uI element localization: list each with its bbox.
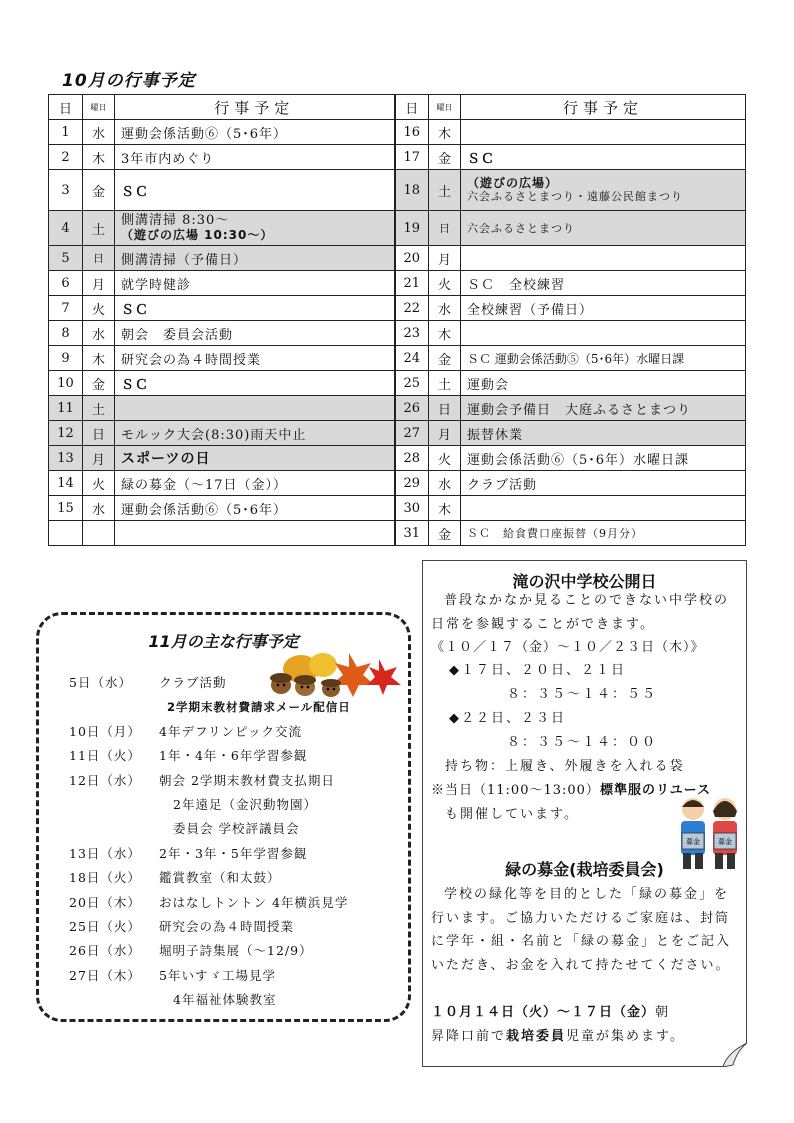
event-cell: ＳＣ 運動会係活動⑤（5･6年）水曜日課 [461, 346, 746, 371]
day-cell: 22 [395, 296, 429, 321]
badge-label: 募金 [686, 838, 700, 846]
collect-text: 児童が集めます。 [566, 1029, 685, 1044]
day-cell: 12 [49, 421, 83, 446]
day-cell: 15 [49, 496, 83, 521]
event-cell [461, 246, 746, 271]
calendar-row [49, 446, 746, 471]
header-day: 日 [49, 95, 83, 120]
event-cell: 振替休業 [461, 421, 746, 446]
event-cell: 運動会係活動⑥（5･6年） [115, 496, 395, 521]
list-item [69, 939, 409, 963]
header-day: 日 [395, 95, 429, 120]
event-text: 研究会の為４時間授業 [159, 918, 295, 934]
calendar-row [49, 145, 746, 170]
weekday-cell: 月 [429, 246, 461, 271]
open-school-days-2: ◆２２日、２３日 [449, 711, 566, 726]
event-cell: 就学時健診 [115, 271, 395, 296]
event-cell: ＳＣ [461, 145, 746, 170]
day-cell: 24 [395, 346, 429, 371]
day-cell: 13 [49, 446, 83, 471]
event-cell [115, 211, 395, 246]
event-text: 委員会 学校評議員会 [173, 821, 300, 837]
event-cell: ＳＣ [115, 371, 395, 396]
event-line: （遊びの広場） [467, 176, 559, 190]
day-cell: 29 [395, 471, 429, 496]
day-cell: 2 [49, 145, 83, 170]
event-text: クラブ活動 [159, 675, 227, 690]
event-date: 18日（火） [69, 870, 141, 886]
day-cell: 31 [395, 521, 429, 546]
dates-bold: １０月１４日（火）～１７日（金） [431, 1005, 656, 1020]
open-school-days-1: ◆１７日、２０日、２１日 [449, 663, 626, 678]
calendar-row [49, 421, 746, 446]
collect-text: 昇降口前で [431, 1029, 507, 1044]
weekday-cell: 木 [429, 120, 461, 145]
event-text: おはなしトントン 4年横浜見学 [159, 894, 349, 910]
event-cell: 側溝清掃（予備日） [115, 246, 395, 271]
day-cell: 27 [395, 421, 429, 446]
open-school-intro: 普段なかなか見ることのできない中学校の日常を参観することができます。 [431, 593, 730, 632]
day-cell: 14 [49, 471, 83, 496]
event-text: 5年いすゞ工場見学 [159, 967, 276, 983]
event-text: 1年・4年・6年学習参観 [159, 748, 308, 764]
calendar-row [49, 346, 746, 371]
event-cell: 運動会係活動⑥（5･6年）水曜日課 [461, 446, 746, 471]
day-cell: 28 [395, 446, 429, 471]
event-date: 10日（月） [69, 723, 141, 739]
header-weekday: 曜日 [429, 95, 461, 120]
weekday-cell: 木 [429, 496, 461, 521]
event-cell [115, 396, 395, 421]
weekday-cell: 土 [83, 211, 115, 246]
page-curl-icon [723, 1043, 747, 1067]
event-line: （遊びの広場 10:30～） [121, 228, 274, 242]
calendar-row [49, 471, 746, 496]
event-cell [115, 521, 395, 546]
open-school-title: 滝の沢中学校公開日 [512, 572, 657, 591]
calendar-row [49, 396, 746, 421]
event-cell: 全校練習（予備日） [461, 296, 746, 321]
green-fund-title: 緑の募金(栽培委員会) [505, 860, 664, 879]
weekday-cell: 水 [83, 321, 115, 346]
weekday-cell: 日 [429, 211, 461, 246]
event-cell [461, 496, 746, 521]
event-cell: ＳＣ 給食費口座振替（9月分） [461, 521, 746, 546]
weekday-cell: 火 [83, 296, 115, 321]
october-calendar [48, 94, 746, 546]
weekday-cell: 水 [429, 471, 461, 496]
event-text: 4年デフリンピック交流 [159, 723, 302, 739]
event-cell: スポーツの日 [115, 446, 395, 471]
list-item [69, 720, 409, 744]
calendar-row [49, 321, 746, 346]
calendar-row [49, 211, 746, 246]
notice-box [422, 560, 747, 1067]
day-cell: 1 [49, 120, 83, 145]
day-cell: 8 [49, 321, 83, 346]
list-item [69, 891, 409, 915]
badge-label: 募金 [718, 838, 732, 846]
event-date: 26日（水） [69, 943, 141, 959]
event-date: 27日（木） [69, 967, 141, 983]
calendar-header-row [49, 95, 746, 120]
event-cell: クラブ活動 [461, 471, 746, 496]
weekday-cell: 月 [83, 271, 115, 296]
weekday-cell: 土 [429, 170, 461, 211]
weekday-cell: 月 [429, 421, 461, 446]
event-cell: 緑の募金（～17日（金）） [115, 471, 395, 496]
event-cell: ＳＣ [115, 170, 395, 211]
event-cell: 3年市内めぐり [115, 145, 395, 170]
day-cell: 9 [49, 346, 83, 371]
note-bold: 標準服のリユース [599, 783, 712, 798]
event-date: 25日（火） [69, 918, 141, 934]
event-cell: 六会ふるさとまつり [461, 211, 746, 246]
day-cell: 23 [395, 321, 429, 346]
event-cell: モルック大会(8:30)雨天中止 [115, 421, 395, 446]
day-cell: 7 [49, 296, 83, 321]
calendar-row [49, 496, 746, 521]
list-item [69, 817, 409, 841]
weekday-cell: 火 [83, 471, 115, 496]
list-item [69, 866, 409, 890]
november-box [36, 612, 411, 1022]
day-cell: 16 [395, 120, 429, 145]
day-cell: 10 [49, 371, 83, 396]
collect-bold: 栽培委員 [506, 1029, 567, 1044]
november-event-list [69, 671, 409, 1012]
calendar-row [49, 170, 746, 211]
weekday-cell: 日 [83, 421, 115, 446]
event-cell: ＳＣ 全校練習 [461, 271, 746, 296]
weekday-cell: 金 [83, 371, 115, 396]
calendar-row [49, 120, 746, 145]
november-title: 11月の主な行事予定 [148, 632, 299, 651]
event-date: 13日（水） [69, 845, 141, 861]
event-text: 鑑賞教室（和太鼓） [159, 870, 281, 886]
weekday-cell: 金 [429, 521, 461, 546]
weekday-cell: 木 [83, 145, 115, 170]
calendar-row [49, 271, 746, 296]
open-school-period: 《１０／１７（金）～１０／２３日（木）》 [431, 640, 705, 655]
event-cell: 朝会 委員会活動 [115, 321, 395, 346]
day-cell: 11 [49, 396, 83, 421]
list-item [69, 671, 409, 695]
event-date: 11日（火） [69, 748, 141, 764]
open-school-note-cont: も開催しています。 [445, 807, 579, 822]
day-cell: 3 [49, 170, 83, 211]
day-cell: 18 [395, 170, 429, 211]
event-line: 六会ふるさとまつり・遠藤公民館まつり [467, 190, 683, 203]
weekday-cell: 土 [429, 371, 461, 396]
event-cell: ＳＣ [115, 296, 395, 321]
list-item [69, 744, 409, 768]
weekday-cell: 金 [429, 145, 461, 170]
event-date: 12日（水） [69, 772, 141, 788]
open-school-time-1: ８：３５～１４：５５ [507, 687, 658, 702]
weekday-cell: 日 [429, 396, 461, 421]
event-text: 堀明子詩集展（～12/9） [159, 943, 313, 959]
event-date: 20日（木） [69, 894, 141, 910]
green-fund-dates [431, 1001, 741, 1025]
calendar-row [49, 246, 746, 271]
event-cell: 運動会係活動⑥（5･6年） [115, 120, 395, 145]
list-item [69, 915, 409, 939]
day-cell: 21 [395, 271, 429, 296]
weekday-cell: 木 [83, 346, 115, 371]
event-text: 2年・3年・5年学習参観 [159, 845, 308, 861]
event-cell [461, 120, 746, 145]
green-fund-collect [431, 1025, 741, 1049]
day-cell: 26 [395, 396, 429, 421]
weekday-cell: 金 [83, 170, 115, 211]
header-event: 行事予定 [461, 95, 746, 120]
list-item [69, 695, 409, 719]
day-cell: 20 [395, 246, 429, 271]
day-cell: 25 [395, 371, 429, 396]
weekday-cell [83, 521, 115, 546]
weekday-cell: 土 [83, 396, 115, 421]
open-school-bring: 持ち物：上履き、外履きを入れる袋 [445, 759, 685, 774]
day-cell: 5 [49, 246, 83, 271]
calendar-row [49, 521, 746, 546]
day-cell [49, 521, 83, 546]
day-cell: 30 [395, 496, 429, 521]
october-title: 10月の行事予定 [62, 71, 196, 91]
weekday-cell: 金 [429, 346, 461, 371]
day-cell: 4 [49, 211, 83, 246]
note-text: ※当日（11:00～13:00） [431, 783, 600, 798]
green-fund-body: 学校の緑化等を目的とした「緑の募金」を行います。ご協力いただけるご家庭は、封筒に学年・組・名前と「緑の募金」とをご記入いただき、お金を入れて持たせてください。 [431, 887, 732, 973]
weekday-cell: 火 [429, 271, 461, 296]
event-text: 朝会 2学期末教材費支払期日 [159, 772, 335, 788]
list-item [69, 769, 409, 793]
open-school-time-2: ８：３５～１４：００ [507, 735, 658, 750]
weekday-cell: 木 [429, 321, 461, 346]
calendar-row [49, 371, 746, 396]
list-item [69, 988, 409, 1012]
list-item [69, 842, 409, 866]
event-line: 側溝清掃 8:30～ [121, 213, 230, 228]
event-date: 5日（水） [69, 675, 132, 690]
event-cell [461, 170, 746, 211]
event-cell: 研究会の為４時間授業 [115, 346, 395, 371]
event-text: 2年遠足（金沢動物園） [173, 796, 317, 812]
weekday-cell: 水 [83, 120, 115, 145]
event-text: 4年福祉体験教室 [173, 992, 277, 1008]
event-cell: 運動会 [461, 371, 746, 396]
weekday-cell: 水 [429, 296, 461, 321]
weekday-cell: 日 [83, 246, 115, 271]
weekday-cell: 火 [429, 446, 461, 471]
weekday-cell: 月 [83, 446, 115, 471]
day-cell: 19 [395, 211, 429, 246]
header-weekday: 曜日 [83, 95, 115, 120]
header-event: 行事予定 [115, 95, 395, 120]
calendar-row [49, 296, 746, 321]
weekday-cell: 水 [83, 496, 115, 521]
list-item [69, 793, 409, 817]
list-item [69, 964, 409, 988]
day-cell: 17 [395, 145, 429, 170]
event-text: 2学期末教材費請求メール配信日 [167, 700, 351, 715]
event-cell [461, 321, 746, 346]
day-cell: 6 [49, 271, 83, 296]
dates-suffix: 朝 [655, 1005, 670, 1020]
event-cell: 運動会予備日 大庭ふるさとまつり [461, 396, 746, 421]
